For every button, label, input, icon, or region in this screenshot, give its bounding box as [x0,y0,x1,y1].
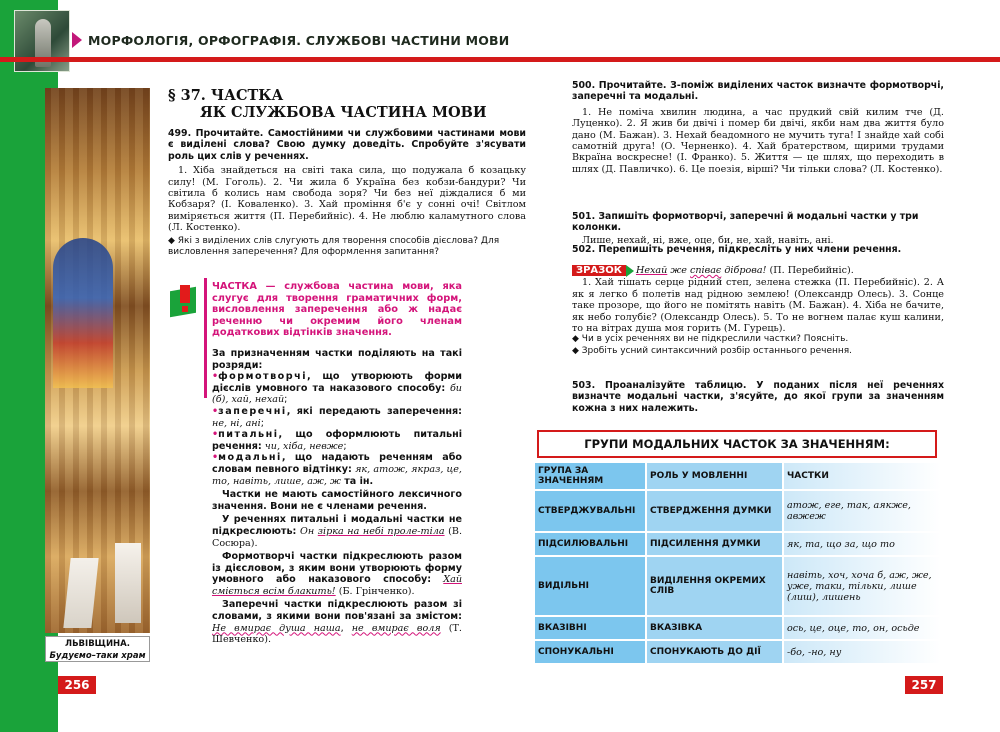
table-cell-role: СПОНУКАЮТЬ ДО ДІЇ [647,641,782,663]
table-cell-role: ПІДСИЛЕННЯ ДУМКИ [647,533,782,555]
running-header: МОРФОЛОГІЯ, ОРФОГРАФІЯ. СЛУЖБОВІ ЧАСТИНИ МОВИ [88,33,510,48]
particle-definition: ЧАСТКА — службова частина мови, яка слугує для творення граматичних форм, висловлення заперечення або ж надає реченню чи окремим його членам додаткових відтінків значення. [212,281,462,339]
definition-block [212,281,462,339]
theory-interrogative-rule: У реченнях питальні і модальні частки не підкреслюють: Он зірка на небі проле-тіла (В. Сосюра). [212,514,462,549]
table-cell-role: ВИДІЛЕННЯ ОКРЕМИХ СЛІВ [647,557,782,615]
photo-caption [45,636,150,662]
table-cell-particles: -бо, -но, ну [784,641,941,663]
exercise-499-task: 499. Прочитайте. Самостійними чи службовими частинами мови є виділені слова? Свою думку доведіть. Спробуйте з'ясувати роль цих слів у реченнях. [168,128,526,162]
exercise-503-task: 503. Проаналізуйте таблицю. У поданих після неї реченнях визначте модальні частки, з'ясуйте, до якої групи за значенням кожна з них належить. [572,380,944,414]
exercise-502 [572,265,944,357]
theory-no-lexical-meaning: Частки не мають самостійного лексичного значення. Вони не є членами речення. [212,489,462,512]
exercise-499-question: ◆ Які з виділених слів слугують для творення способів дієслова? Для висловлення заперечення? Для оформлення запитання? [168,235,500,258]
table-cell-particles: ось, це, оце, то, он, осьде [784,617,941,639]
table-row [535,533,941,555]
modal-particles-table [533,461,943,665]
category-interrogative: •питальні, що оформлюють питальні речення: чи, хіба, невже; [212,429,462,452]
category-formative: •формотворчі, що утворюють форми дієслів умовного та наказового способу: би (б), хай, нехай; [212,371,462,406]
exercise-501 [572,211,944,246]
exercise-502-task: 502. Перепишіть речення, підкресліть у них члени речення. [572,244,902,255]
table-header-row [535,463,941,489]
table-title: ГРУПИ МОДАЛЬНИХ ЧАСТОК ЗА ЗНАЧЕННЯМ: [537,430,937,458]
exercise-502-question-1: ◆ Чи в усіх реченнях ви не підкреслили частки? Поясніть. [572,334,849,345]
cathedral-interior-photo [45,88,150,633]
sample-label: ЗРАЗОК [572,265,626,276]
table-cell-particles: атож, еге, так, аякже, авжеж [784,491,941,531]
category-negative: •заперечні, які передають заперечення: не, ні, ані; [212,405,462,429]
definition-bar [204,278,207,398]
table-cell-group: СТВЕРДЖУВАЛЬНІ [535,491,645,531]
table-cell-group: ВКАЗІВНІ [535,617,645,639]
table-header-cell: РОЛЬ У МОВЛЕННІ [647,463,782,489]
header-arrow-icon [72,32,82,48]
table-cell-role: ВКАЗІВКА [647,617,782,639]
theory-negative-rule: Заперечні частки підкреслюють разом зі словами, з якими вони пов'язані за змістом: Не вмирає душа наша, не вмирає воля (Т. Шевченко). [212,599,462,646]
category-modal: •модальні, що надають реченням або словам певного відтінку: як, атож, якраз, це, то, навіть, лише, аж, ж та ін. [212,452,462,487]
theory-formative-rule: Формотворчі частки підкреслюють разом із дієсловом, з яким вони утворюють форму умовного або наказового способу: Хай сміється всім блакить! (Б. Грінченко). [212,551,462,597]
table-cell-particles: навіть, хоч, хоча б, аж, же, уже, таки, тільки, лише (лиш), лишень [784,557,941,615]
theory-intro: За призначенням частки поділяють на такі розряди: [212,348,462,371]
exercise-502-sample: ЗРАЗОК Нехай же співає діброва! (П. Перебийніс). [572,265,944,276]
exercise-499 [168,128,526,258]
table-cell-group: ВИДІЛЬНІ [535,557,645,615]
section-title-line1: § 37. ЧАСТКА [168,87,284,104]
section-title [168,87,528,121]
table-cell-group: ПІДСИЛЮВАЛЬНІ [535,533,645,555]
table-row [535,617,941,639]
photo-caption-place: ЛЬВІВЩИНА. [65,639,130,649]
table-row [535,491,941,531]
table-row [535,641,941,663]
table-cell-role: СТВЕРДЖЕННЯ ДУМКИ [647,491,782,531]
theory-block [212,348,462,646]
page-number-left: 256 [58,676,96,694]
table-cell-particles: як, та, що за, що то [784,533,941,555]
exercise-502-task-block [572,244,944,255]
exercise-502-text: 1. Хай тішать серце рідний степ, зелена стежка (П. Перебийніс). 2. А як я легко б полетів над рідною землею! (Олександр Олесь). 3. Сонце таке прозоре, що його не помітять навіть (М. Бажан). 4. Хіба не бачите, як небо голубіє? (Олександр Олесь). 5. То не вогнем палає куш калини, то на вітрах душа моя горить (М. Гурець). [572,277,944,335]
exercise-501-task: 501. Запишіть формотворчі, заперечні й модальні частки у три колонки. [572,211,919,234]
exercise-501-text: Лише, нехай, ні, вже, оце, би, не, хай, навіть, ані. [582,234,834,246]
header-rule [0,57,1000,62]
page-number-right: 257 [905,676,943,694]
table-cell-group: СПОНУКАЛЬНІ [535,641,645,663]
photo-caption-title: Будуємо–таки храм [49,651,146,661]
section-title-line2: ЯК СЛУЖБОВА ЧАСТИНА МОВИ [200,104,487,121]
exercise-500 [572,80,944,175]
attention-icon [170,285,200,315]
exercise-500-text: 1. Не поміча хвилин людина, а час прудкий свій килим тче (Д. Луценко). 2. Я жив би двічі і помер би двічі, якби нам два життя було дано (М. Бажан). 3. Нехай беадомного не мучить туга! І знайде хай собі самотній друга! (О. Черненко). 4. Хай братерством, щирими трудами Вкраїна воскресне! (І. Франко). 5. Життя — це шлях, що переходить в шлях (Д. Павличко). 6. Це поезія, вірші? Чи тільки слова? (Л. Костенко). [572,106,944,175]
exercise-499-text: 1. Хіба знайдеться на світі така сила, що подужала б козацьку силу! (М. Гоголь). 2. Чи жила б Україна без кобзи-бандури? Чи світила б колись нам свобода зоря? Чи без неї діждалися б ми Кобзаря? (І. Коваленко). 3. Хай проміння б'є у сонні очі! Світлом виміряється життя (П. Перебийніс). 4. Не люблю каламутного слова (Л. Костенко). [168,165,526,234]
table-header-cell: ЧАСТКИ [784,463,941,489]
statue-photo-thumbnail [14,10,70,72]
exercise-502-question-2: ◆ Зробіть усний синтаксичний розбір останнього речення. [572,345,853,356]
exercise-500-task: 500. Прочитайте. З-поміж виділених часток визначте формотворчі, заперечні та модальні. [572,80,944,103]
table-header-cell: ГРУПА ЗА ЗНАЧЕННЯМ [535,463,645,489]
table-row [535,557,941,615]
exercise-503 [572,380,944,414]
